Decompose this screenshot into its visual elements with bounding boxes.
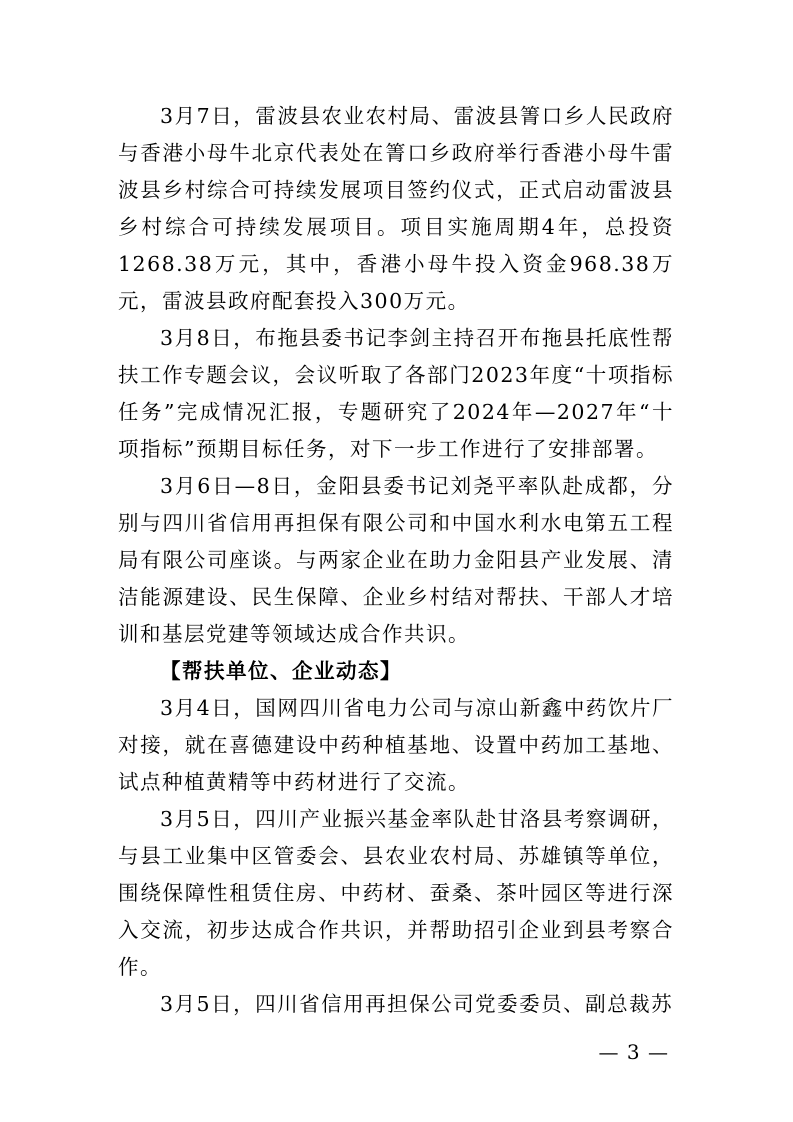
paragraph-credit-guarantee: 3月5日，四川省信用再担保公司党委委员、副总裁苏: [160, 992, 674, 1016]
section-heading: 【帮扶单位、企业动态】: [160, 659, 402, 683]
paragraph-butuo: 3月8日，布拖县委书记李剑主持召开布拖县托底性帮扶工作专题会议，会议听取了各部门2023年度“十项指标任务”完成情况汇报，专题研究了2024年—2027年“十项指标”预期目标任务，对下一步工作进行了安排部署。: [118, 326, 674, 461]
paragraph-jinyang: 3月6日—8日，金阳县委书记刘尧平率队赴成都，分别与四川省信用再担保有限公司和中国水利水电第五工程局有限公司座谈。与两家企业在助力金阳县产业发展、清洁能源建设、民生保障、企业乡村结对帮扶、干部人才培训和基层党建等领域达成合作共识。: [118, 474, 674, 646]
paragraph-state-grid: 3月4日，国网四川省电力公司与凉山新鑫中药饮片厂对接，就在喜德建设中药种植基地、设置中药加工基地、试点种植黄精等中药材进行了交流。: [118, 696, 674, 794]
paragraph-industry-fund: 3月5日，四川产业振兴基金率队赴甘洛县考察调研，与县工业集中区管委会、县农业农村局、苏雄镇等单位，围绕保障性租赁住房、中药材、蚕桑、茶叶园区等进行深入交流，初步达成合作共识，并帮助招引企业到县考察合作。: [118, 807, 674, 979]
paragraph-leibo: 3月7日，雷波县农业农村局、雷波县箐口乡人民政府与香港小母牛北京代表处在箐口乡政府举行香港小母牛雷波县乡村综合可持续发展项目签约仪式，正式启动雷波县乡村综合可持续发展项目。项目实施周期4年，总投资1268.38万元，其中，香港小母牛投入资金968.38万元，雷波县政府配套投入300万元。: [118, 104, 674, 313]
page-number: — 3 —: [598, 1040, 669, 1064]
document-body: [118, 98, 674, 1023]
